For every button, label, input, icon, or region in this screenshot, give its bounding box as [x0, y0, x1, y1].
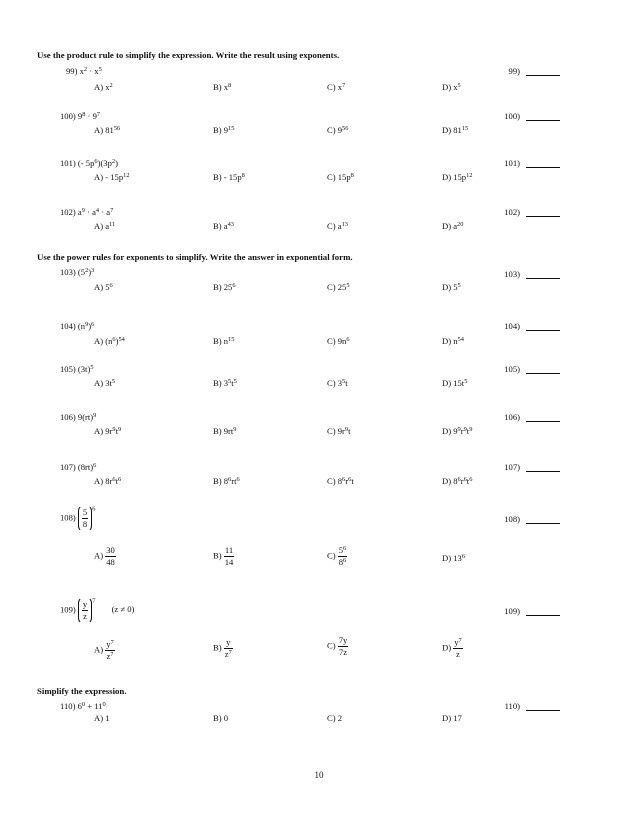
option-c[interactable]: C) $15p^8$: [327, 172, 354, 182]
answer-blank[interactable]: 106): [504, 412, 560, 422]
option-d[interactable]: D) $15p^{12}$: [442, 172, 473, 182]
page-number: 10: [314, 770, 324, 780]
option-a[interactable]: A) $\frac{30}{48}$: [94, 545, 115, 567]
option-c[interactable]: C) $3^5t$: [327, 378, 348, 388]
question-stem: 106) 9(rt)$^9$: [60, 412, 97, 422]
condition: (z ≠ 0): [111, 604, 135, 615]
option-d[interactable]: D) $9^9r^9t^9$: [442, 426, 473, 436]
question-stem: 105) $(3t)^5$: [60, 364, 94, 374]
option-d[interactable]: D) $15t^5$: [442, 378, 468, 388]
option-b[interactable]: B) $\frac{11}{14}$: [213, 545, 234, 567]
question-stem: 100) $9^8 \cdot 9^7$: [60, 111, 101, 121]
option-c[interactable]: C) $9r^9t$: [327, 426, 351, 436]
option-b[interactable]: B) $3^5t^5$: [213, 378, 237, 388]
parenthesized-fraction: $\frac{5}{8}$: [78, 505, 92, 532]
answer-blank[interactable]: 102): [504, 207, 560, 217]
option-d[interactable]: D) $13^6$: [442, 553, 466, 563]
answer-blank[interactable]: 100): [504, 111, 560, 121]
answer-blank[interactable]: 109): [504, 606, 560, 616]
question-stem: 103) $(5^2)^3$: [60, 267, 95, 277]
option-b[interactable]: B) $a^{43}$: [213, 221, 234, 231]
question-stem: 104) $(n^9)^6$: [60, 321, 95, 331]
option-b[interactable]: B) $8^6rt^6$: [213, 476, 240, 486]
option-d[interactable]: D) $8^6r^6t^6$: [442, 476, 473, 486]
option-c[interactable]: C) $\frac{7y}{7z}$: [327, 635, 348, 657]
section-heading-product-rule: Use the product rule to simplify the expression. Write the result using exponents.: [37, 50, 340, 60]
option-b[interactable]: B) $9rt^9$: [213, 426, 237, 436]
answer-blank[interactable]: 99): [509, 66, 560, 76]
answer-blank[interactable]: 105): [504, 364, 560, 374]
option-a[interactable]: A) $x^2$: [94, 82, 113, 92]
option-b[interactable]: B) $9^{15}$: [213, 125, 235, 135]
option-a[interactable]: A) $5^6$: [94, 282, 113, 292]
option-a[interactable]: A) $8r^6t^6$: [94, 476, 122, 486]
question-stem: 102) $a^9 \cdot a^4 \cdot a^7$: [60, 207, 114, 217]
question-109: [0, 597, 638, 661]
option-b[interactable]: B) 0: [213, 713, 229, 723]
option-c[interactable]: C) $x^7$: [327, 82, 346, 92]
option-a[interactable]: A) $(n^6)^{54}$: [94, 336, 125, 346]
question-108: [0, 505, 638, 565]
option-a[interactable]: A) $3t^5$: [94, 378, 116, 388]
option-a[interactable]: A) $9r^9t^9$: [94, 426, 122, 436]
question-stem: 108) $\frac{5}{8}$ $^6$: [60, 505, 95, 532]
option-c[interactable]: C) 2: [327, 713, 343, 723]
question-stem: 110) $6^0 + 11^0$: [60, 701, 106, 711]
option-c[interactable]: C) $9n^6$: [327, 336, 350, 346]
option-d[interactable]: D) $a^{20}$: [442, 221, 464, 231]
section-heading-simplify: Simplify the expression.: [37, 686, 127, 696]
option-c[interactable]: C) $25^5$: [327, 282, 350, 292]
answer-blank[interactable]: 108): [504, 514, 560, 524]
option-c[interactable]: C) $\frac{5^6}{8^6}$: [327, 545, 347, 567]
question-110: [0, 701, 638, 761]
option-d[interactable]: D) $x^5$: [442, 82, 461, 92]
option-a[interactable]: $A) - 15p^{12}$: [94, 172, 130, 182]
option-a[interactable]: A) $81^{56}$: [94, 125, 121, 135]
parenthesized-fraction: $\frac{y}{z}$: [78, 597, 92, 624]
option-b[interactable]: B) $n^{15}$: [213, 336, 235, 346]
option-b[interactable]: B) $25^6$: [213, 282, 236, 292]
option-b[interactable]: B) $x^8$: [213, 82, 232, 92]
option-a[interactable]: A) $\frac{y^7}{z^7}$: [94, 639, 114, 661]
question-stem: 107) $(8rt)^6$: [60, 462, 97, 472]
question-103: [0, 267, 638, 327]
answer-blank[interactable]: 104): [504, 321, 560, 331]
question-stem: 99) $x^2 \cdot x^5$: [66, 66, 102, 76]
option-b[interactable]: B) $\frac{y}{z^7}$: [213, 637, 232, 659]
option-a[interactable]: A) $a^{11}$: [94, 221, 116, 231]
answer-blank[interactable]: 110): [505, 701, 560, 711]
option-c[interactable]: C) $8^6r^6t$: [327, 476, 354, 486]
option-d[interactable]: D) $\frac{y^7}{z}$: [442, 637, 462, 659]
option-d[interactable]: D) $81^{15}$: [442, 125, 469, 135]
question-stem: 109) $\frac{y}{z}$ $^7$ (z ≠ 0): [60, 597, 134, 624]
option-d[interactable]: D) 17: [442, 713, 462, 723]
section-heading-power-rules: Use the power rules for exponents to simplify. Write the answer in exponential form.: [37, 252, 353, 262]
answer-blank[interactable]: 103): [504, 269, 560, 279]
option-a[interactable]: A) 1: [94, 713, 110, 723]
option-d[interactable]: D) $5^5$: [442, 282, 461, 292]
option-d[interactable]: D) $n^{54}$: [442, 336, 464, 346]
option-c[interactable]: C) $a^{13}$: [327, 221, 348, 231]
option-c[interactable]: C) $9^{56}$: [327, 125, 349, 135]
question-stem: 101) (- $5p^6)(3p^2)$: [60, 158, 118, 168]
answer-blank[interactable]: 107): [504, 462, 560, 472]
answer-blank[interactable]: 101): [504, 158, 560, 168]
option-b[interactable]: $B) - 15p^8$: [213, 172, 245, 182]
